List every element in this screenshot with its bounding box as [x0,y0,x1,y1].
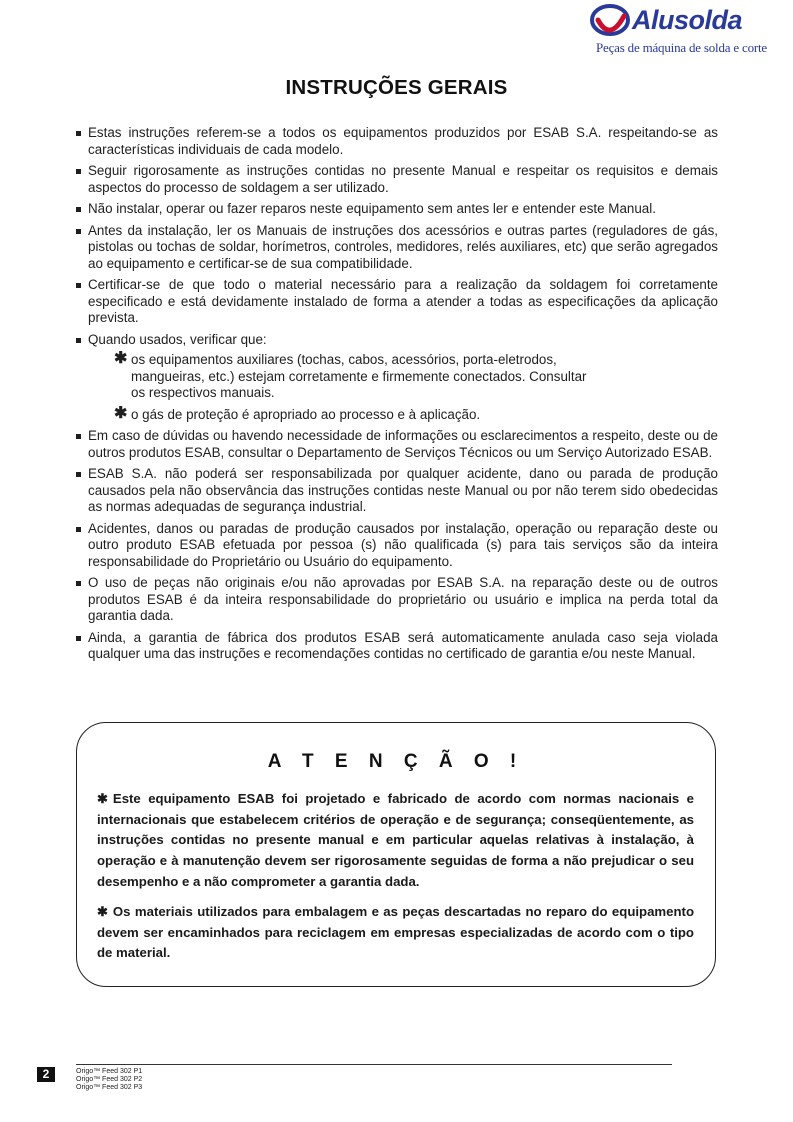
attention-title: A T E N Ç Ã O ! [267,751,525,772]
list-item [76,428,718,461]
list-item [76,332,718,424]
list-item-text: ESAB S.A. não poderá ser responsabilizada por qualquer acidente, dano ou parada de produção causados pela não observância das instruções contidas neste Manual ou por não terem sido obedecidas as normas adequadas de segurança industrial. [88,466,718,514]
footer-model: Origo™ Feed 302 P2 [76,1076,143,1083]
attention-paragraph-text: Os materiais utilizados para embalagem e as peças descartadas no reparo do equipamento devem ser encaminhados para reciclagem em empresas especializadas de acordo com o tipo de material. [97,904,694,961]
attention-paragraph [97,789,694,893]
sub-list [88,352,718,423]
list-item [76,521,718,571]
list-item-text: Certificar-se de que todo o material necessário para a realização da soldagem foi corretamente especificado e está devidamente instalado de forma a atender a todas as especificações da aplicação prevista. [88,277,718,325]
list-item [76,223,718,273]
asterisk-icon: ✱ [97,791,108,806]
footer-divider [76,1064,672,1065]
list-item-text: Estas instruções referem-se a todos os equipamentos produzidos por ESAB S.A. respeitando-se as características individuais de cada modelo. [88,125,718,157]
list-item [76,163,718,196]
attention-paragraph [97,902,694,964]
list-item-text: Ainda, a garantia de fábrica dos produtos ESAB será automaticamente anulada caso seja violada qualquer uma das instruções e recomendações contidas no certificado de garantia e/ou neste Manual. [88,629,718,661]
asterisk-icon: ✱ [97,904,108,919]
list-item [76,466,718,516]
page-title: INSTRUÇÕES GERAIS [285,76,508,99]
list-item-text: Antes da instalação, ler os Manuais de instruções dos acessórios e outras partes (reguladores de gás, pistolas ou tochas de soldar, horímetros, controles, medidores, relés auxiliares, etc) que serão agregados ao equipamento e certificar-se de sua compatibilidade. [88,222,718,271]
logo-brand: Alusolda [632,5,743,35]
sub-list-item [88,352,601,402]
asterisk-icon: ✱ [114,350,128,367]
sub-list-item-text: os equipamentos auxiliares (tochas, cabos, acessórios, porta-eletrodos, mangueiras, etc.) estejam corretamente e firmemente conectados. Consultar os respectivos manuais. [131,352,587,400]
list-item-text: Não instalar, operar ou fazer reparos neste equipamento sem antes ler e entender este Manual. [88,201,656,216]
attention-box [76,722,716,987]
swoosh-logo-icon [588,2,634,42]
asterisk-icon: ✱ [114,404,128,422]
footer-model: Origo™ Feed 302 P3 [76,1084,143,1091]
list-item [76,630,718,663]
attention-paragraph-text: Este equipamento ESAB foi projetado e fabricado de acordo com normas nacionais e internacionais que estabelecem critérios de operação e de segurança; conseqüentemente, as instruções contidas no presente manual e em particular aquelas relativas à instalação, à operação e à manutenção devem ser rigorosamente seguidas de forma a não prejudicar o seu desempenho e a não comprometer a garantia dada. [97,791,694,889]
footer-model: Origo™ Feed 302 P1 [76,1068,143,1075]
page-number: 2 [37,1067,55,1082]
list-item [76,277,718,327]
alusolda-logo [588,2,767,60]
instructions-list [76,125,718,668]
list-item [76,125,718,158]
sub-list-item-text: o gás de proteção é apropriado ao processo e à aplicação. [131,406,481,422]
list-item-text: O uso de peças não originais e/ou não aprovadas por ESAB S.A. na reparação deste ou de outros produtos ESAB é da inteira responsabilidade do proprietário ou usuário e implica na perda total da garantia dada. [88,575,718,623]
list-item-text: Acidentes, danos ou paradas de produção causados por instalação, operação ou reparação deste ou outro produto ESAB efetuada por pessoa (s) não qualificada (s) para tais serviços são da inteira responsabilidade do Proprietário ou Usuário do equipamento. [88,520,718,569]
list-item-text: Seguir rigorosamente as instruções contidas no presente Manual e respeitar os requisitos e demais aspectos do processo de soldagem a ser utilizado. [88,163,718,195]
sub-list-item [88,404,601,424]
list-item-text: Em caso de dúvidas ou havendo necessidade de informações ou esclarecimentos a respeito, deste ou de outros produtos ESAB, consultar o Departamento de Serviços Técnicos ou um Serviço Autorizado ESAB. [88,428,718,460]
logo-tagline: Peças de máquina de solda e corte [596,40,767,55]
list-item [76,575,718,625]
footer-model-list [76,1068,142,1092]
list-item-text: Quando usados, verificar que: [88,331,267,347]
list-item [76,201,718,218]
